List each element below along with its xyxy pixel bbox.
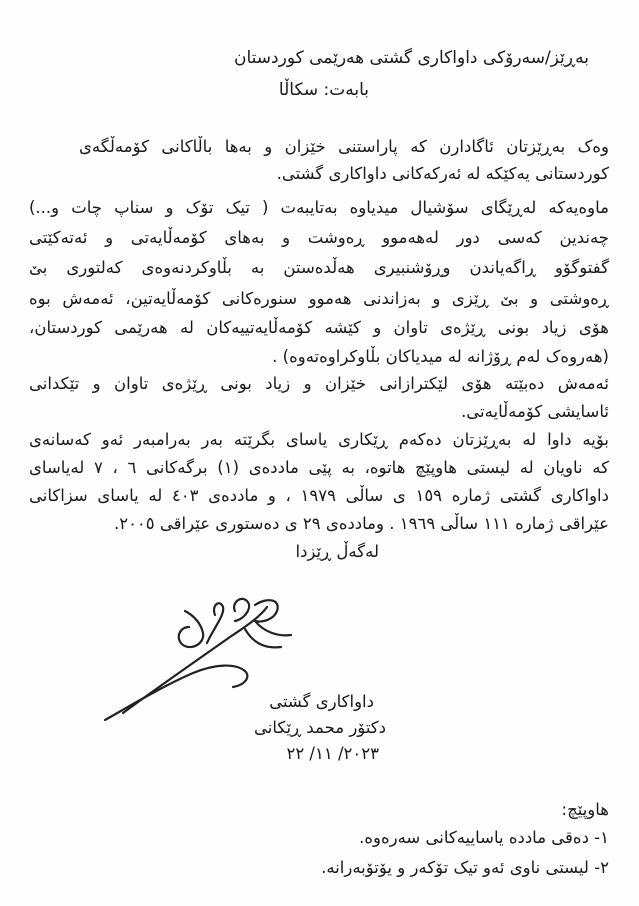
body-line: ئاسایشی کۆمەڵایەتی. [461,402,609,421]
subject-line: بابەت: سکاڵا [278,80,369,100]
attachment-item: ١- دەقی ماددە یاساییەکانی سەرەوە. [359,828,609,847]
signatory-name: دکتۆر محمد ڕێکانی [254,718,386,737]
document-date: ٢٠٢٣/ ١١/ ٢٢ [286,744,379,763]
body-line: کە ناویان لە لیستی هاوپێچ هاتوە، بە پێی ماددەی (١) برگەکانی ٦ ، ٧ لەیاسای [29,458,609,477]
closing-line: لەگەڵ ڕێزدا [295,542,379,561]
body-line: ئەمەش دەبێتە هۆی لێکترازانی خێزان و زیاد بونی ڕێژەی تاوان و تێکدانی [29,374,609,393]
addressee-line: بەڕێز/سەرۆکی داواکاری گشتی هەرێمی کوردستان [234,48,589,68]
body-line: وەک بەڕێزتان ئاگادارن کە پاراستنی خێزان و بەها باڵاکانی کۆمەڵگەی [79,137,609,156]
body-line: (هەروەک لەم ڕۆژانە لە میدیاکان بڵاوکراوەتەوە) . [272,347,609,366]
body-line: هۆی زیاد بونی ڕێژەی تاوان و کێشە کۆمەڵایەتییەکان لە هەرێمی کوردستان، [29,318,609,337]
body-line: داواکاری گشتی ژمارە ١٥٩ ی ساڵی ١٩٧٩ ، و ماددەی ٤٠٣ لە یاسای سزاکانی [29,486,609,505]
body-line: بۆیە داوا لە بەڕێزتان دەکەم ڕێکاری یاسای بگرێتە بەر بەرامبەر ئەو کەسانەی [29,430,609,449]
body-line: عێراقی ژمارە ١١١ ساڵی ١٩٦٩ . وماددەی ٢٩ ی دەستوری عێراقی ٢٠٠٥. [113,514,609,533]
body-line: ماوەیەکە لەڕێگای سۆشیال میدیاوە بەتایبەت ( تیک تۆک و سناپ چات و...) [29,198,609,217]
body-line: کوردستانی یەکێکە لە ئەرکەکانی داواکاری گشتی. [276,164,609,183]
signatory-title: داواکاری گشتی [269,692,374,711]
attachments-heading: هاوپێچ: [561,800,609,819]
body-line: گفتوگۆو ڕاگەیاندن وڕۆشنبیری هەڵدەستن بە بڵاوکردنەوەی کەلتوری بێ [29,258,609,277]
attachment-item: ٢- لیستی ناوی ئەو تیک تۆکەر و یۆتۆبەرانە. [321,858,609,877]
body-line: چەندین کەسی دور لەهەموو ڕەوشت و بەهای کۆمەڵایەتی و ئەتەکێتی [29,228,609,247]
body-line: ڕەوشتی و بێ ڕێزی و بەزاندنی هەموو سنورەکانی کۆمەڵایەتین، ئەمەش بوە [29,289,609,308]
